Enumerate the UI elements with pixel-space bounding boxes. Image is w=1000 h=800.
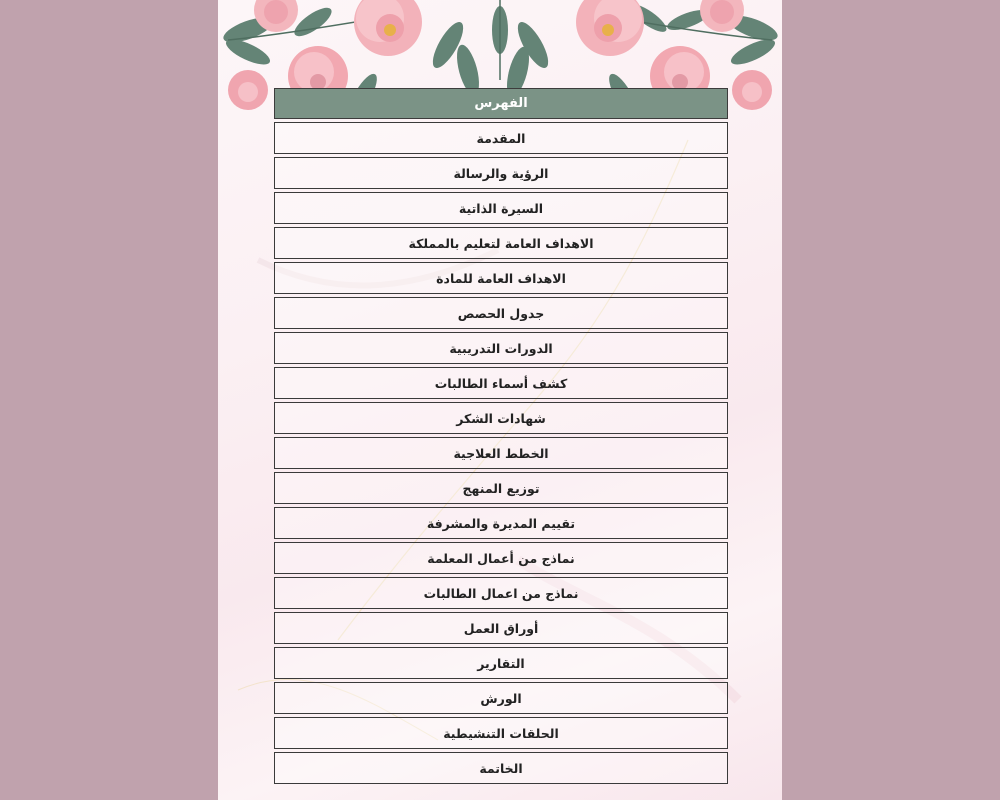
toc-item: الخاتمة	[274, 752, 728, 784]
toc-item: نماذج من اعمال الطالبات	[274, 577, 728, 609]
toc-item: الخطط العلاجية	[274, 437, 728, 469]
peony-right-bud	[732, 70, 772, 110]
peony-left-large	[354, 0, 422, 56]
peony-right-large	[576, 0, 644, 56]
toc-item: الدورات التدريبية	[274, 332, 728, 364]
toc-item: الاهداف العامة للمادة	[274, 262, 728, 294]
toc-item: تقييم المديرة والمشرفة	[274, 507, 728, 539]
toc-item: أوراق العمل	[274, 612, 728, 644]
toc-item: الاهداف العامة لتعليم بالمملكة	[274, 227, 728, 259]
toc-item: الورش	[274, 682, 728, 714]
toc-item: كشف أسماء الطالبات	[274, 367, 728, 399]
toc-item: جدول الحصص	[274, 297, 728, 329]
toc-item: الحلقات التنشيطية	[274, 717, 728, 749]
toc-title: الفهرس	[274, 88, 728, 119]
toc-item: نماذج من أعمال المعلمة	[274, 542, 728, 574]
toc-item: الرؤية والرسالة	[274, 157, 728, 189]
toc-item: التقارير	[274, 647, 728, 679]
toc-item: المقدمة	[274, 122, 728, 154]
table-of-contents	[274, 88, 728, 787]
peony-left-bud	[228, 70, 268, 110]
toc-item: السيرة الذاتية	[274, 192, 728, 224]
toc-item: شهادات الشكر	[274, 402, 728, 434]
toc-item: توزيع المنهج	[274, 472, 728, 504]
document-page	[218, 0, 782, 800]
